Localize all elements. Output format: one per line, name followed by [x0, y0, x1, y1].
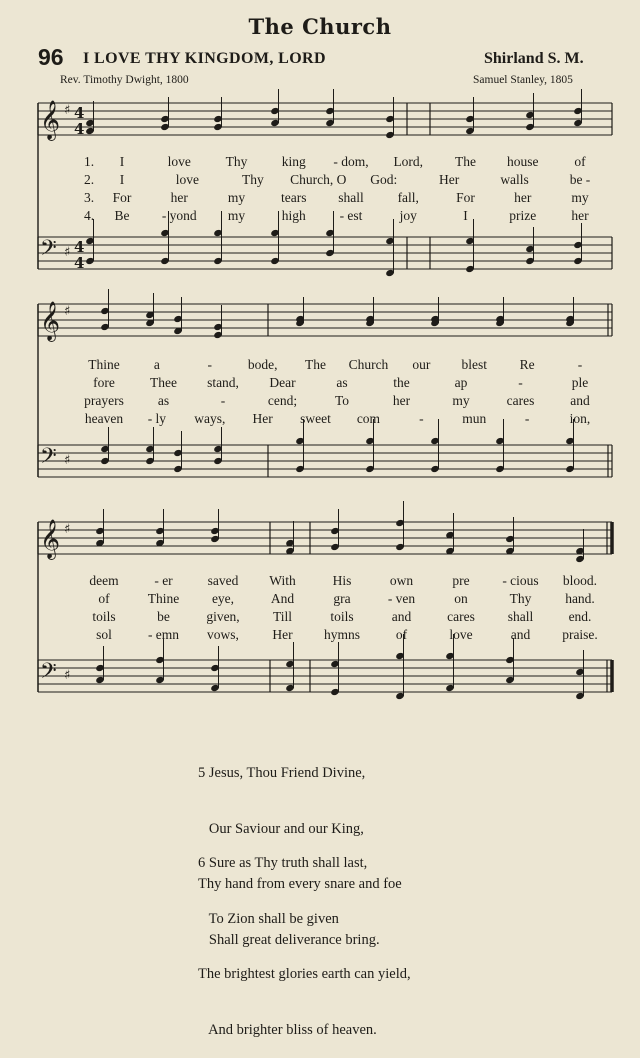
lyric-syllable: For [456, 190, 475, 205]
lyric-syllable: - yond [161, 208, 197, 223]
lyric-syllable: joy [399, 208, 417, 223]
lyric-syllable: - ven [387, 591, 416, 606]
bass-clef-icon: 𝄢 [40, 659, 57, 689]
stanza-line: And brighter bliss of heaven. [198, 1021, 377, 1038]
stanza-6 [198, 817, 411, 1058]
lyric-syllable: - [207, 357, 213, 372]
words-credit: Rev. Timothy Dwight, 1800 [60, 74, 189, 86]
lyric-syllable: bode, [247, 357, 278, 372]
bass-clef-icon: 𝄢 [40, 236, 57, 266]
lyric-syllable: deem [89, 573, 119, 588]
lyric-syllable: - dom, [333, 154, 369, 169]
lyric-syllable: - [419, 411, 424, 426]
verse-number: 2. [84, 172, 95, 187]
lyric-syllable: my [227, 208, 246, 223]
lyric-syllable: Thy [225, 154, 248, 169]
lyric-syllable: com [356, 411, 381, 426]
lyric-syllable: Her [272, 627, 293, 642]
bass-clef-icon: 𝄢 [40, 444, 57, 474]
lyric-syllable: ion, [569, 411, 591, 426]
lyric-syllable: cend; [267, 393, 298, 408]
lyric-syllable: praise. [562, 627, 598, 642]
treble-clef-icon: 𝄞 [40, 519, 61, 559]
lyric-syllable: hymns [323, 627, 361, 642]
lyric-syllable: Her [252, 411, 273, 426]
lyric-syllable: her [392, 393, 411, 408]
lyric-syllable: Thee [150, 375, 177, 390]
lyric-syllable: eye, [211, 591, 235, 606]
lyric-syllable: love [449, 627, 473, 642]
lyric-syllable: of [395, 627, 408, 642]
lyric-syllable: my [452, 393, 470, 408]
lyric-syllable: her [571, 208, 589, 223]
lyric-syllable: cares [506, 393, 535, 408]
lyric-syllable: I [119, 172, 125, 187]
lyric-syllable: my [227, 190, 246, 205]
lyric-syllable: prize [509, 208, 537, 223]
lyric-syllable: shall [507, 609, 534, 624]
lyric-syllable: mun [462, 411, 487, 426]
lyric-syllable: her [170, 190, 188, 205]
lyric-syllable: - cious [502, 573, 539, 588]
lyric-syllable: For [112, 190, 132, 205]
lyric-syllable: - ly [147, 411, 167, 426]
lyric-syllable: Re [519, 357, 535, 372]
lyric-syllable: The [455, 154, 476, 169]
lyric-syllable: shall [338, 190, 364, 205]
treble-clef-icon: 𝄞 [40, 100, 61, 140]
lyric-syllable: Thy [241, 172, 264, 187]
lyric-syllable: heaven [84, 411, 124, 426]
lyric-syllable: - emn [147, 627, 180, 642]
lyric-syllable: walls [500, 172, 529, 187]
verse-number: 1. [84, 154, 95, 169]
lyric-syllable: - [220, 393, 226, 408]
tune-name: Shirland S. M. [484, 50, 584, 67]
stanza-line: The brightest glories earth can yield, [198, 966, 411, 982]
hymn-title: I LOVE THY KINGDOM, LORD [83, 50, 326, 67]
lyric-syllable: ple [571, 375, 589, 390]
lyric-syllable: ways, [194, 411, 226, 426]
lyric-syllable: sweet [300, 411, 331, 426]
stanza-line: Shall great deliverance bring. [198, 931, 380, 948]
lyric-syllable: fore [93, 375, 115, 390]
lyric-syllable: gra [333, 591, 351, 606]
lyric-syllable: Lord, [393, 154, 424, 169]
hymn-number: 96 [38, 44, 64, 70]
lyric-syllable: - est [339, 208, 363, 223]
lyric-syllable: fall, [397, 190, 419, 205]
stanza-line: 6 Sure as Thy truth shall last, [198, 855, 368, 871]
lyric-syllable: be - [569, 172, 591, 187]
lyric-syllable: as [336, 375, 348, 390]
lyric-syllable: a [153, 357, 160, 372]
stanza-line: To Zion shall be given [198, 910, 339, 927]
lyric-syllable: cares [447, 609, 475, 624]
lyric-syllable: saved [207, 573, 239, 588]
lyric-syllable: pre [452, 573, 470, 588]
lyric-syllable: our [412, 357, 431, 372]
time-signature-top: 4 [74, 104, 85, 122]
lyric-syllable: Her [439, 172, 460, 187]
sharp-icon: ♯ [64, 668, 71, 683]
lyric-syllable: hand. [565, 591, 595, 606]
lyric-syllable: my [571, 190, 589, 205]
lyric-syllable: Thy [509, 591, 532, 606]
stanza-line: 5 Jesus, Thou Friend Divine, [198, 765, 366, 781]
lyric-syllable: - er [154, 573, 173, 588]
stanza-line: Our Saviour and our King, [198, 820, 364, 837]
lyric-syllable: love [167, 154, 191, 169]
lyric-syllable: her [514, 190, 532, 205]
lyric-syllable: Thine [147, 591, 180, 606]
lyric-syllable: of [98, 591, 110, 606]
lyric-syllable: I [119, 154, 125, 169]
lyric-syllable: The [305, 357, 327, 372]
lyric-syllable: His [332, 573, 352, 588]
lyric-syllable: - [577, 357, 583, 372]
sharp-icon: ♯ [64, 245, 71, 260]
time-signature-bottom: 4 [74, 254, 85, 272]
time-signature-bottom: 4 [74, 120, 85, 138]
treble-clef-icon: 𝄞 [40, 301, 61, 341]
lyric-syllable: Church [348, 357, 389, 372]
lyric-syllable: love [175, 172, 200, 187]
lyric-syllable: vows, [207, 627, 239, 642]
lyric-syllable: Be [114, 208, 130, 223]
lyric-syllable: Thine [88, 357, 120, 372]
lyric-syllable: high [281, 208, 306, 223]
lyric-syllable: on [454, 591, 468, 606]
lyric-syllable: sol [96, 627, 112, 642]
lyric-syllable: blest [461, 357, 487, 372]
lyric-syllable: and [510, 627, 531, 642]
lyric-syllable: Dear [269, 375, 296, 390]
music-credit: Samuel Stanley, 1805 [473, 74, 573, 86]
lyric-syllable: - [524, 411, 530, 426]
lyric-syllable: ap [454, 375, 468, 390]
time-signature-top: 4 [74, 238, 85, 256]
lyric-syllable: end. [568, 609, 592, 624]
lyric-syllable: With [269, 573, 296, 588]
lyric-syllable: prayers [84, 393, 124, 408]
lyric-syllable: And [270, 591, 295, 606]
lyric-syllable: toils [330, 609, 354, 624]
lyric-syllable: I [463, 208, 468, 223]
lyric-syllable: of [574, 154, 586, 169]
lyric-syllable: own [389, 573, 414, 588]
lyric-syllable: stand, [207, 375, 239, 390]
sharp-icon: ♯ [64, 304, 71, 319]
lyric-syllable: tears [281, 190, 307, 205]
lyric-syllable: the [393, 375, 410, 390]
sharp-icon: ♯ [64, 103, 71, 118]
lyric-syllable: blood. [562, 573, 598, 588]
verse-number: 4. [84, 208, 95, 223]
lyric-syllable: and [570, 393, 590, 408]
stanza-line: Thy hand from every snare and foe [198, 876, 402, 892]
lyric-syllable: God: [370, 172, 398, 187]
lyric-syllable: house [507, 154, 539, 169]
lyric-syllable: To [334, 393, 350, 408]
lyric-syllable: - [518, 375, 523, 390]
lyric-syllable: toils [92, 609, 116, 624]
lyric-syllable: Church, O [290, 172, 347, 187]
verse-number: 3. [84, 190, 95, 205]
running-head: The Church [248, 14, 392, 39]
lyric-syllable: and [391, 609, 412, 624]
lyric-syllable: king [281, 154, 306, 169]
lyric-syllable: as [157, 393, 170, 408]
lyric-syllable: given, [206, 609, 240, 624]
sharp-icon: ♯ [64, 453, 71, 468]
sharp-icon: ♯ [64, 522, 71, 537]
lyric-syllable: Till [272, 609, 293, 624]
lyric-syllable: be [157, 609, 170, 624]
